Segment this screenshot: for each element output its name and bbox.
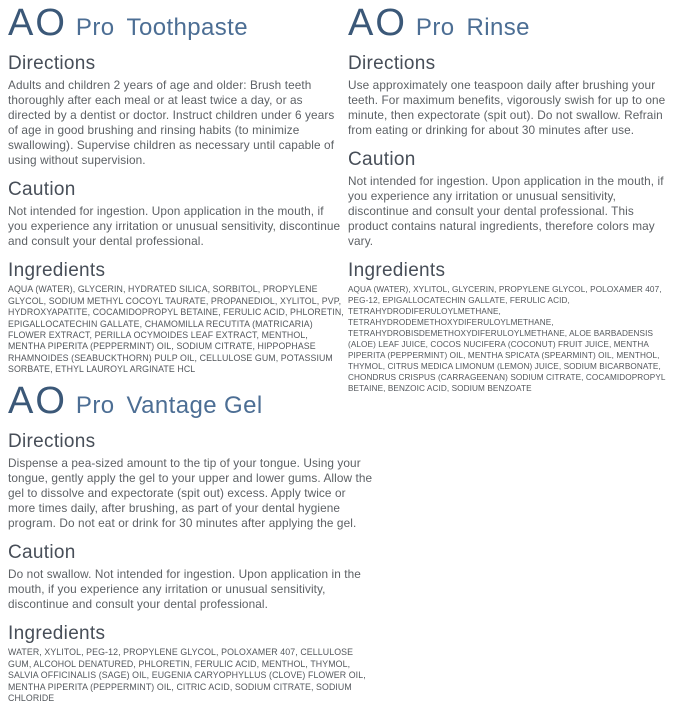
logo-row bbox=[8, 382, 374, 420]
product-panel-toothpaste bbox=[8, 4, 344, 376]
directions-text: Use approximately one teaspoon daily after brushing your teeth. For maximum benefits, vigorously swish for up to one minute, then expectorate (spit out). Do not swallow. Refrain from eating or drinking for about 30 minutes after use. bbox=[348, 77, 666, 137]
product-name bbox=[76, 394, 263, 418]
brand-logo: AO bbox=[348, 2, 407, 44]
product-name bbox=[416, 16, 530, 40]
ingredients-text: WATER, XYLITOL, PEG-12, PROPYLENE GLYCOL, POLOXAMER 407, CELLULOSE GUM, ALCOHOL DENATURED, PHLORETIN, FERULIC ACID, MENTHOL, THYMOL, SALVIA OFFICINALIS (SAGE) OIL, EUGENIA CARYOPHYLLUS (CLOVE) FLOWER OIL, MENTHA PIPERITA (PEPPERMINT) OIL, CITRIC ACID, SODIUM CITRATE, SODIUM CHLORIDE bbox=[8, 647, 366, 704]
ingredients-heading: Ingredients bbox=[8, 622, 106, 644]
product-name-suffix: Vantage Gel bbox=[126, 392, 263, 419]
product-name-suffix: Toothpaste bbox=[126, 14, 248, 41]
caution-heading: Caution bbox=[8, 541, 76, 563]
caution-text: Not intended for ingestion. Upon application in the mouth, if you experience any irritation or unusual sensitivity, discontinue and consult your dental professional. This product contains natural ingredients, therefore colors may vary. bbox=[348, 173, 664, 248]
directions-text: Dispense a pea-sized amount to the tip of your tongue. Using your tongue, gently apply the gel to your upper and lower gums. Allow the gel to dissolve and expectorate (spit out) excess. Apply twice or more times daily, after brushing, as part of your dental hygiene program. Do not eat or drink for 30 minutes after applying the gel. bbox=[8, 455, 373, 530]
caution-heading: Caution bbox=[348, 148, 416, 170]
product-name-prefix: Pro bbox=[415, 14, 455, 41]
directions-heading: Directions bbox=[8, 53, 96, 74]
directions-heading: Directions bbox=[348, 53, 436, 74]
product-name-suffix: Rinse bbox=[466, 14, 530, 41]
directions-heading: Directions bbox=[8, 431, 96, 452]
ingredients-heading: Ingredients bbox=[8, 259, 106, 281]
product-panel-rinse bbox=[348, 4, 676, 394]
ingredients-text: AQUA (WATER), XYLITOL, GLYCERIN, PROPYLENE GLYCOL, POLOXAMER 407, PEG-12, EPIGALLOCATECHIN GALLATE, FERULIC ACID, TETRAHYDRODIFERULOYLMETHANE, TETRAHYDRODEMETHOXYDIFERULOYLMETHANE, TETRAHYDROBISDEMETHOXYDIFERULOYLMETHANE, ALOE BARBADENSIS (ALOE) LEAF JUICE, COCOS NUCIFERA (COCONUT) FRUIT JUICE, MENTHA PIPERITA (PEPPERMINT) OIL, MENTHA SPICATA (SPEARMINT) OIL, MENTHOL, THYMOL, CITRUS MEDICA LIMONUM (LEMON) JUICE, SODIUM BICARBONATE, CHONDRUS CRISPUS (CARRAGEENAN) SODIUM CITRATE, COCAMIDOPROPYL BETAINE, BENZOIC ACID, SODIUM BENZOATE bbox=[348, 285, 666, 394]
ingredients-heading: Ingredients bbox=[348, 259, 446, 281]
brand-logo: AO bbox=[8, 2, 67, 44]
product-panel-vantage-gel bbox=[8, 382, 374, 704]
caution-text: Do not swallow. Not intended for ingestion. Upon application in the mouth, if you experience any irritation or unusual sensitivity, discontinue and consult your dental professional. bbox=[8, 566, 361, 611]
product-name bbox=[76, 16, 248, 40]
product-name-prefix: Pro bbox=[75, 392, 115, 419]
product-name-prefix: Pro bbox=[75, 14, 115, 41]
ingredients-text: AQUA (WATER), GLYCERIN, HYDRATED SILICA, SORBITOL, PROPYLENE GLYCOL, SODIUM METHYL COCOYL TAURATE, PROPANEDIOL, XYLITOL, PVP, HYDROXYAPATITE, COCAMIDOPROPYL BETAINE, FERULIC ACID, PHLORETIN, EPIGALLOCATECHIN GALLATE, CHAMOMILLA RECUTITA (MATRICARIA) FLOWER EXTRACT, PERILLA OCYMOIDES LEAF EXTRACT, MENTHOL, MENTHA PIPERITA (PEPPERMINT) OIL, SODIUM CITRATE, HIPPOPHASE RHAMNOIDES (SEABUCKTHORN) PULP OIL, CELLULOSE GUM, POTASSIUM SORBATE, ETHYL LAUROYL ARGINATE HCL bbox=[8, 284, 344, 375]
directions-text: Adults and children 2 years of age and older: Brush teeth thoroughly after each meal or at least twice a day, or as directed by a dentist or doctor. Instruct children under 6 years of age in good brushing and rinsing habits (to minimize swallowing). Supervise children as necessary until capable of using without supervision. bbox=[8, 77, 335, 167]
caution-heading: Caution bbox=[8, 178, 76, 200]
caution-text: Not intended for ingestion. Upon application in the mouth, if you experience any irritation or unusual sensitivity, discontinue and consult your dental professional. bbox=[8, 203, 341, 248]
logo-row bbox=[8, 4, 344, 42]
logo-row bbox=[348, 4, 676, 42]
brand-logo: AO bbox=[8, 380, 67, 422]
